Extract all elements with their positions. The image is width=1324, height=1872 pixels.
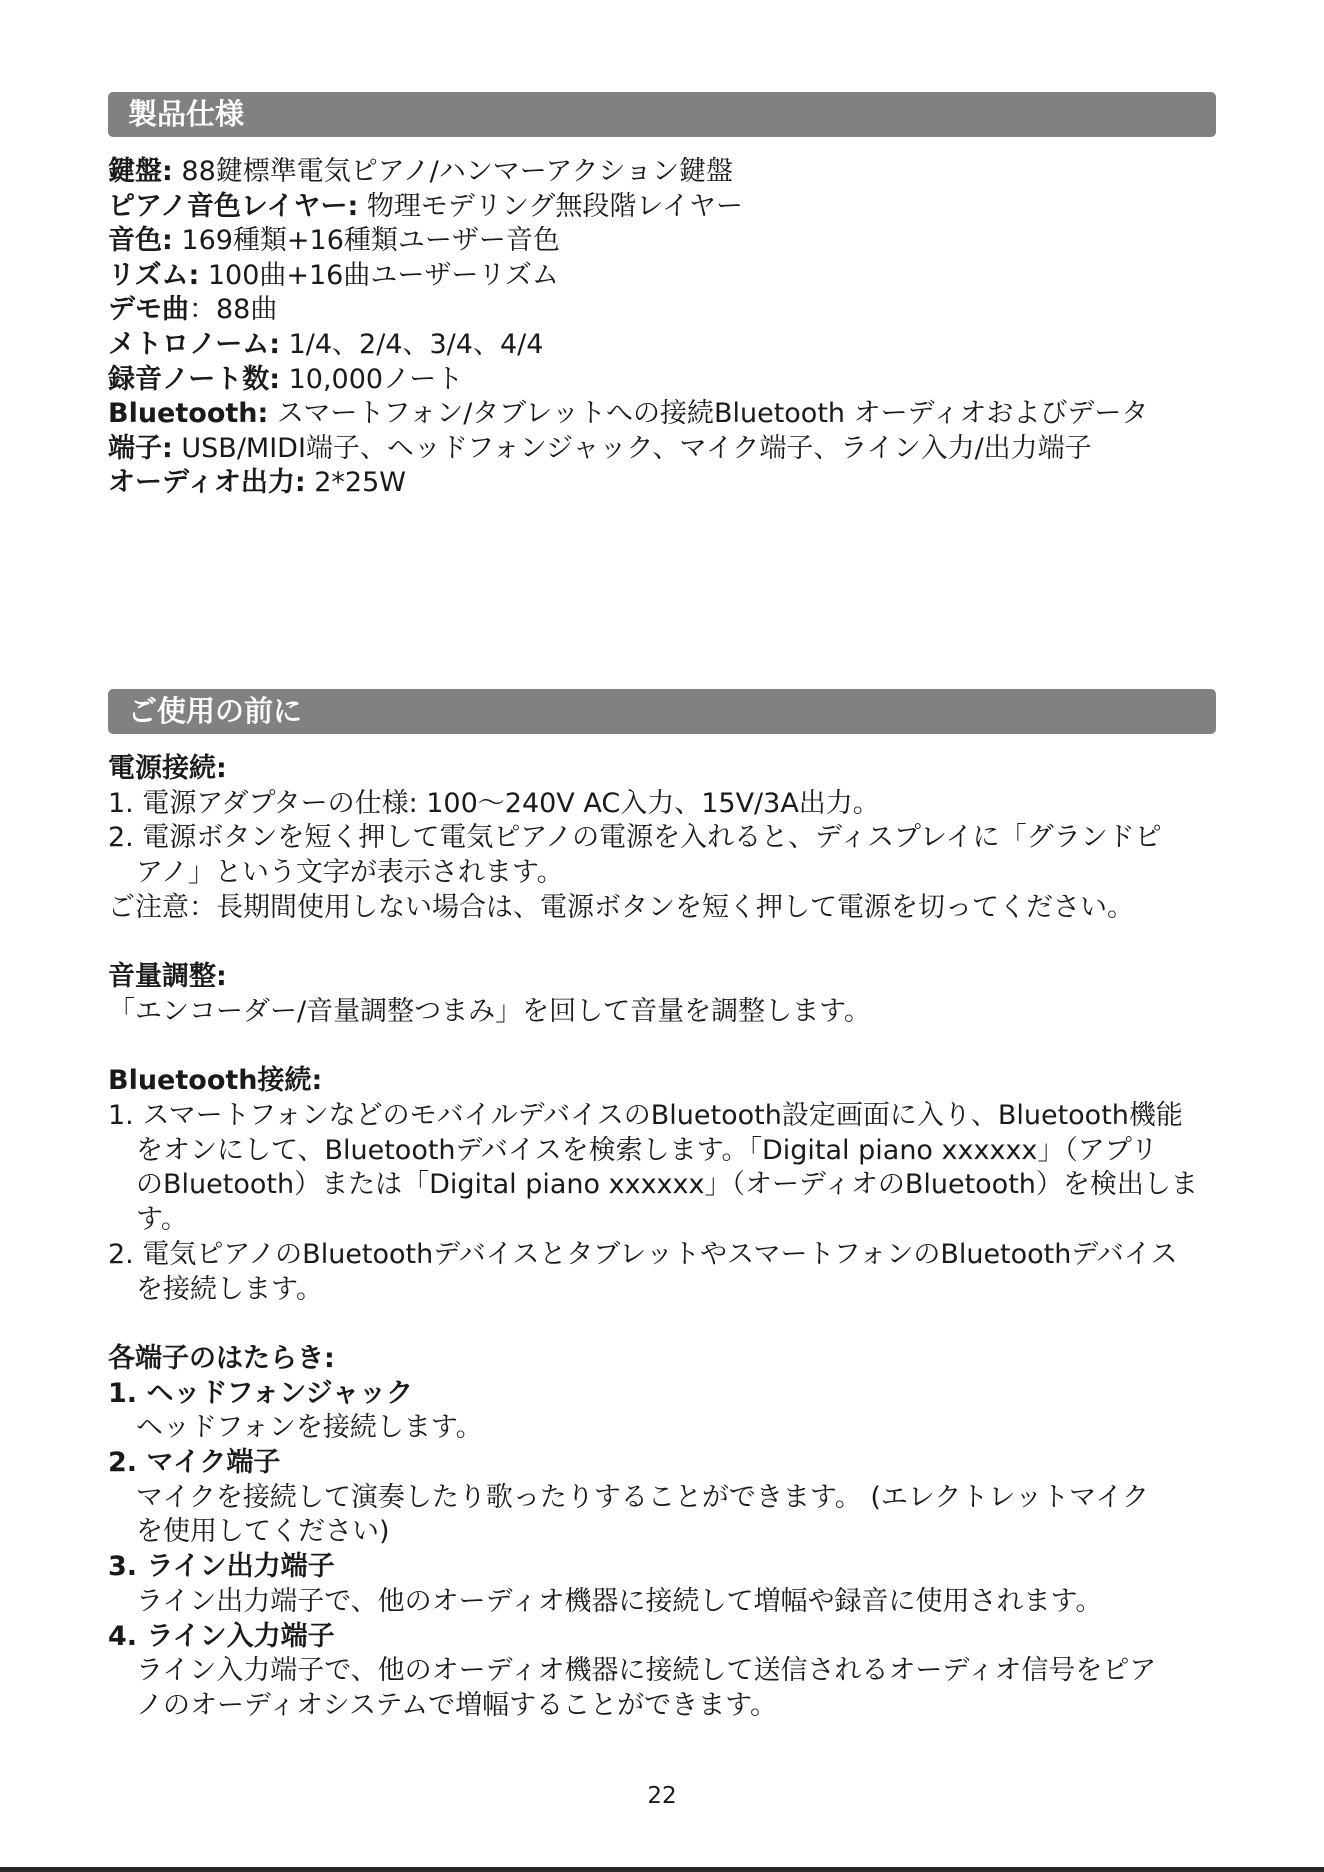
volume-heading: 音量調整:: [108, 961, 227, 993]
spec-row: [108, 190, 1218, 225]
terminal-desc: ライン出力端子で、他のオーディオ機器に接続して増幅や録音に使用されます。: [136, 1585, 1103, 1617]
terminal-desc: ヘッドフォンを接続します。: [136, 1412, 483, 1444]
spec-list: [108, 155, 1218, 501]
terminal-title-line-in: 4. ライン入力端子: [108, 1620, 335, 1652]
bluetooth-step-2: 2. 電気ピアノのBluetoothデバイスとタブレットやスマートフォンのBluetoothデバイス: [108, 1238, 1178, 1270]
spec-value: 100曲+16曲ユーザーリズム: [199, 259, 559, 291]
terminal-desc: ノのオーディオシステムで増幅することができます。: [136, 1689, 777, 1721]
power-heading: 電源接続:: [108, 753, 227, 784]
spec-label: リズム:: [108, 259, 200, 291]
spec-label: デモ曲: [108, 294, 189, 326]
volume-text: 「エンコーダー/音量調整つまみ」を回して音量を調整します。: [108, 995, 871, 1027]
spec-value: スマートフォン/タブレットへの接続Bluetooth オーディオおよびデータ: [268, 398, 1149, 430]
before-use-content: [108, 752, 1218, 1724]
spec-row: [108, 432, 1218, 467]
bluetooth-heading: Bluetooth接続:: [108, 1065, 323, 1097]
bluetooth-step-1-cont: のBluetooth）または「Digital piano xxxxxx」（オーディオのBluetooth）を検出しま: [136, 1169, 1198, 1201]
spacer: [108, 926, 1218, 961]
spec-label: 録音ノート数:: [108, 363, 280, 395]
power-step-2-cont: アノ」という文字が表示されます。: [136, 857, 564, 889]
spec-value: ：88曲: [189, 294, 278, 326]
spec-row: [108, 155, 1218, 190]
spec-row: [108, 224, 1218, 259]
section-header-specs: [108, 92, 1216, 137]
spec-row: [108, 259, 1218, 294]
spec-label: 音色:: [108, 225, 173, 257]
power-note: ご注意：長期間使用しない場合は、電源ボタンを短く押して電源を切ってください。: [108, 891, 1134, 923]
spec-value: 10,000ノート: [280, 363, 464, 395]
terminal-title-headphone: 1. ヘッドフォンジャック: [108, 1377, 414, 1409]
terminal-desc: を使用してください): [136, 1516, 390, 1548]
terminal-title-line-out: 3. ライン出力端子: [108, 1551, 335, 1583]
spec-row: [108, 397, 1218, 432]
section-header-before-use: [108, 689, 1216, 734]
bluetooth-step-1: 1. スマートフォンなどのモバイルデバイスのBluetooth設定画面に入り、Bluetooth機能: [108, 1100, 1183, 1131]
page-number: 22: [647, 1783, 677, 1809]
spec-row: [108, 363, 1218, 398]
bluetooth-step-2-cont: を接続します。: [136, 1273, 323, 1305]
section-title-before-use: ご使用の前に: [128, 694, 303, 728]
spec-label: Bluetooth:: [108, 398, 269, 430]
spec-value: 物理モデリング無段階レイヤー: [358, 190, 743, 222]
bluetooth-step-1-cont: をオンにして、Bluetoothデバイスを検索します。「Digital piano xxxxxx」（アプリ: [136, 1134, 1158, 1166]
section-title-specs: 製品仕様: [128, 97, 245, 131]
spacer: [108, 1307, 1218, 1342]
terminal-title-mic: 2. マイク端子: [108, 1447, 281, 1479]
spec-row: [108, 328, 1218, 363]
spec-label: オーディオ出力:: [108, 467, 306, 499]
spacer: [108, 1030, 1218, 1065]
spec-row: [108, 466, 1218, 501]
terminals-heading: 各端子のはたらき:: [108, 1342, 335, 1374]
spec-value: 2*25W: [305, 467, 406, 499]
spec-label: 鍵盤:: [108, 156, 173, 187]
spec-label: ピアノ音色レイヤー:: [108, 190, 359, 222]
bluetooth-step-1-cont: す。: [136, 1204, 188, 1236]
spec-value: 169種類+16種類ユーザー音色: [172, 225, 560, 257]
spec-label: メトロノーム:: [108, 328, 280, 360]
spec-label: 端子:: [108, 432, 173, 464]
power-step-2: 2. 電源ボタンを短く押して電気ピアノの電源を入れると、ディスプレイに「グランドピ: [108, 822, 1162, 854]
power-step-1: 1. 電源アダプターの仕様: 100～240V AC入力、15V/3A出力。: [108, 787, 880, 819]
terminal-desc: マイクを接続して演奏したり歌ったりすることができます。 (エレクトレットマイク: [136, 1481, 1149, 1513]
terminal-desc: ライン入力端子で、他のオーディオ機器に接続して送信されるオーディオ信号をピア: [136, 1655, 1157, 1687]
spec-value: 1/4、2/4、3/4、4/4: [280, 328, 544, 360]
spec-value: 88鍵標準電気ピアノ/ハンマーアクション鍵盤: [172, 156, 733, 187]
spec-value: USB/MIDI端子、ヘッドフォンジャック、マイク端子、ライン入力/出力端子: [172, 432, 1092, 464]
bottom-rule: [0, 1867, 1324, 1872]
spec-row: [108, 293, 1218, 328]
